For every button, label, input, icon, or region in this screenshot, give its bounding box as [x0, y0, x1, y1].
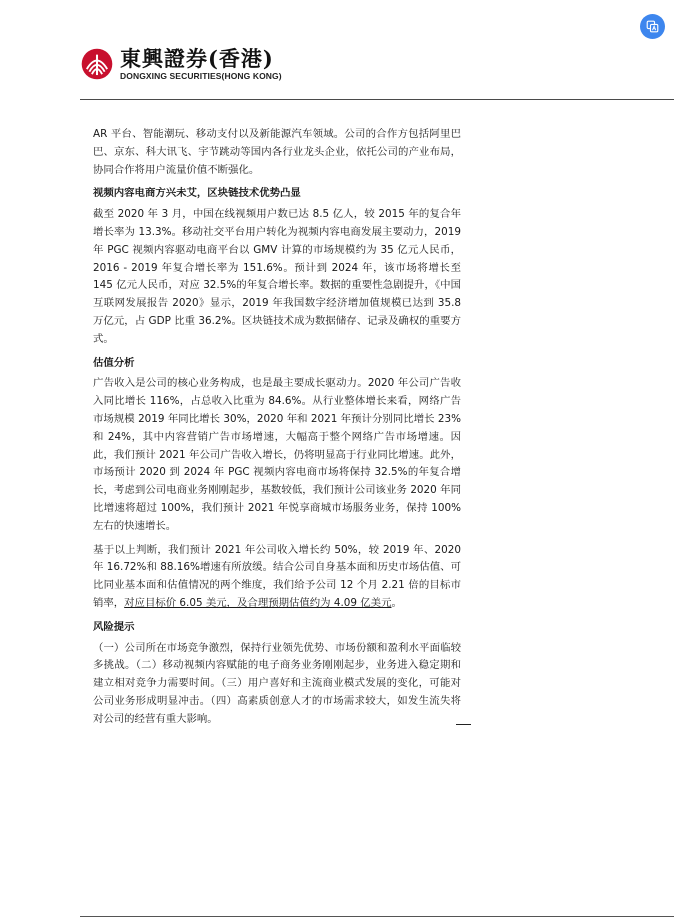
company-name-en: DONGXING SECURITIES(HONG KONG) [120, 70, 282, 81]
video-section-paragraph: 截至 2020 年 3 月，中国在线视频用户数已达 8.5 亿人，较 2015 年的复合年增长率为 13.3%。移动社交平台用户转化为视频内容电商发展主要动力，2019 年 PGC 视频内容驱动电商平台以 GMV 计算的市场规模约为 35 亿元人民币，2016 - 2019 年复合增长率为 151.6%。预计到 2024 年，该市场将增长至 145 亿元人民币，对应 32.5%的年复合增长率。数据的重要性急剧提升，《中国互联网发展报告 2020》显示，2019 年我国数字经济增加值规模已达到 35.8 万亿元，占 GDP 比重 36.2%。区块链技术成为数据储存、记录及确权的重要方式。 [93, 208, 461, 345]
target-price-text: 对应目标价 6.05 美元，及合理预期估值约为 4.09 亿美元 [124, 596, 392, 609]
footnote-divider [456, 724, 471, 725]
risk-section-heading: 风险提示 [93, 620, 135, 633]
company-logo-icon [80, 47, 114, 81]
translate-button[interactable] [640, 14, 665, 39]
valuation-text-end: 。 [391, 596, 402, 609]
video-section-heading: 视频内容电商方兴未艾，区块链技术优势凸显 [93, 187, 301, 200]
translate-icon [646, 20, 659, 33]
report-body [93, 126, 461, 735]
header-divider [80, 99, 674, 100]
risk-paragraph: （一）公司所在市场竞争激烈，保持行业领先优势、市场份额和盈利水平面临较多挑战。（二）移动视频内容赋能的电子商务业务刚刚起步，业务进入稳定期和建立相对竞争力需要时间。（三）用户喜好和主流商业模式发展的变化，可能对公司业务形成明显冲击。（四）高素质创意人才的市场需求较大，如发生流失将对公司的经营有重大影响。 [93, 641, 461, 725]
valuation-paragraph-1: 广告收入是公司的核心业务构成，也是最主要成长驱动力。2020 年公司广告收入同比增长 116%，占总收入比重为 84.6%。从行业整体增长来看，网络广告市场规模 2019 年同比增长 30%，2020 年和 2021 年预计分别同比增长 23%和 24%，其中内容营销广告市场增速，大幅高于整个网络广告市场增速。因此，我们预计 2021 年公司广告收入增长，仍将明显高于行业同比增速。此外，市场预计 2020 到 2024 年 PGC 视频内容电商市场将保持 32.5%的年复合增长，考虑到公司电商业务刚刚起步，基数较低，我们预计公司该业务 2020 年同比增速将超过 100%，我们预计 2021 年悦享商城市场服务业务，保持 100%左右的快速增长。 [93, 377, 461, 532]
valuation-text: 基于以上判断，我们预计 2021 年公司收入增长约 50%，较 2019 年、2020 年 16.72%和 88.16%增速有所放缓。结合公司自身基本面和历史市场估值、可比同业基本面和估值情况的两个维度，我们给予公司 12 个月 2.21 倍的目标市销率， [93, 543, 461, 609]
intro-paragraph: AR 平台、智能潮玩、移动支付以及新能源汽车领域。公司的合作方包括阿里巴巴、京东、科大讯飞、宇节跳动等国内各行业龙头企业，依托公司的产业布局，协同合作将用户流量价值不断强化。 [93, 128, 461, 176]
company-name-cn: 東興證券(香港) [120, 45, 274, 71]
footer-divider [80, 916, 674, 917]
valuation-paragraph-2 [93, 542, 461, 613]
valuation-section-heading: 估值分析 [93, 356, 135, 369]
company-logo [80, 44, 282, 84]
